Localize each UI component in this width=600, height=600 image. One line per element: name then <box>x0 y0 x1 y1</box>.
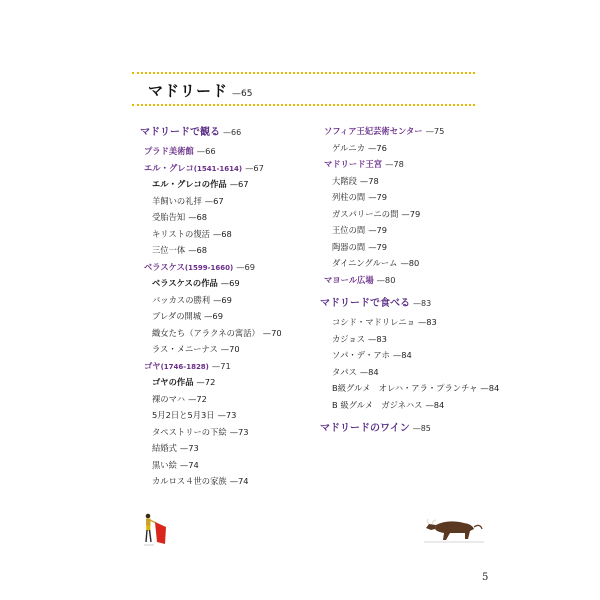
toc-left-column <box>140 123 310 490</box>
toc-entry-title: エル・グレコ <box>144 162 194 173</box>
toc-entry-title: 結婚式 <box>152 443 177 453</box>
toc-subsection-entry <box>140 259 310 276</box>
toc-entry-page: —80 <box>400 258 420 268</box>
toc-entry-title: ダイニングルーム <box>332 258 398 268</box>
toc-entry-years: (1541-1614) <box>193 164 243 173</box>
toc-section-heading <box>140 123 310 143</box>
toc-section-heading <box>320 419 490 439</box>
toc-item-entry <box>140 275 310 292</box>
bottom-dotted-rule <box>132 104 475 106</box>
bull-icon <box>424 515 486 545</box>
toc-item-entry <box>140 457 310 474</box>
toc-subsection-entry <box>140 358 310 375</box>
toc-entry-title: ブレダの開城 <box>152 311 202 321</box>
toc-entry-page: —83 <box>417 317 437 327</box>
page-number: 5 <box>482 572 489 583</box>
toc-entry-title: マヨール広場 <box>324 274 374 285</box>
toc-entry-title: 裸のマハ <box>152 393 186 404</box>
toc-entry-page: —67 <box>204 195 224 206</box>
toc-item-entry <box>140 242 310 259</box>
toc-entry-title: ガスパリーニの間 <box>332 208 399 219</box>
toc-entry-page: —84 <box>392 350 412 360</box>
toc-entry-page: —79 <box>401 208 421 219</box>
toc-entry-title: 大階段 <box>332 175 357 186</box>
toc-entry-page: —80 <box>376 274 396 285</box>
toc-entry-years: (1746-1828) <box>160 362 209 371</box>
toc-entry-title: 黒い絵 <box>152 459 177 470</box>
toc-subsection-entry <box>320 156 490 173</box>
toc-item-entry <box>140 407 310 424</box>
toc-entry-title: キリストの復活 <box>152 228 210 239</box>
toc-entry-page: —70 <box>262 327 282 338</box>
toc-entry-title: カルロス４世の家族 <box>152 476 227 486</box>
toc-entry-years: (1599-1660) <box>184 263 234 272</box>
toc-item-entry <box>140 440 310 457</box>
toc-item-entry <box>140 391 310 408</box>
toc-entry-page: —84 <box>359 366 379 377</box>
toc-item-entry <box>320 380 500 397</box>
toc-entry-page: —79 <box>368 241 388 252</box>
toc-entry-title: ベラスケス <box>144 261 185 272</box>
toc-entry-page: —69 <box>213 294 232 305</box>
toc-subsection-entry <box>140 143 310 160</box>
toc-entry-page: —73 <box>217 410 237 420</box>
toc-item-entry <box>140 226 310 243</box>
toc-entry-title: 織女たち（アラクネの寓話） <box>152 327 260 338</box>
toc-entry-page: —83 <box>413 299 432 308</box>
toc-entry-page: —79 <box>368 225 388 235</box>
toc-item-entry <box>320 222 490 239</box>
toc-entry-page: —67 <box>229 179 249 189</box>
toc-entry-title: バッカスの勝利 <box>152 294 211 305</box>
toc-entry-page: —74 <box>229 476 249 486</box>
chapter-page-ref: —65 <box>232 89 253 99</box>
toc-right-column <box>320 123 500 439</box>
toc-entry-title: 三位一体 <box>152 245 186 255</box>
toc-entry-page: —69 <box>236 261 256 272</box>
toc-entry-title: B 級グルメ ガジネハス <box>332 399 423 410</box>
toc-item-entry <box>140 424 310 441</box>
toc-entry-page: —78 <box>385 159 404 169</box>
toc-entry-page: —84 <box>425 399 445 410</box>
toc-entry-page: —73 <box>179 443 199 453</box>
toc-item-entry <box>320 255 490 272</box>
toc-entry-title: ソフィア王妃芸術センター <box>324 126 423 136</box>
toc-entry-page: —73 <box>229 426 249 437</box>
toc-entry-title: 羊飼いの礼拝 <box>152 195 202 206</box>
toc-entry-page: —66 <box>223 128 242 137</box>
matador-icon <box>136 512 172 548</box>
toc-item-entry <box>320 173 490 190</box>
toc-item-entry <box>140 308 310 325</box>
toc-entry-page: —68 <box>212 228 232 239</box>
toc-entry-page: —78 <box>359 175 379 186</box>
toc-entry-title: マドリード王宮 <box>324 159 383 169</box>
toc-section-heading <box>320 294 490 314</box>
toc-entry-title: 受胎告知 <box>152 212 186 222</box>
chapter-heading <box>148 80 252 101</box>
toc-entry-title: B級グルメ オレハ・アラ・プランチャ <box>332 383 478 393</box>
toc-entry-page: —69 <box>204 311 223 321</box>
toc-entry-page: —84 <box>480 383 500 393</box>
toc-item-entry <box>320 314 490 331</box>
toc-entry-title: ソパ・デ・アホ <box>332 350 390 360</box>
toc-item-entry <box>140 209 310 226</box>
toc-item-entry <box>320 140 490 157</box>
toc-entry-page: —74 <box>179 459 199 470</box>
toc-entry-page: —72 <box>188 393 207 404</box>
toc-item-entry <box>320 189 490 206</box>
top-dotted-rule <box>132 72 475 74</box>
toc-entry-page: —68 <box>188 212 208 222</box>
toc-item-entry <box>320 331 490 348</box>
toc-entry-page: —79 <box>368 192 388 202</box>
toc-subsection-entry <box>320 272 490 289</box>
toc-entry-title: エル・グレコの作品 <box>152 179 227 189</box>
toc-subsection-entry <box>320 123 490 140</box>
toc-entry-title: タペストリーの下絵 <box>152 426 227 437</box>
toc-entry-title: 5月2日と5月3日 <box>152 410 215 420</box>
toc-entry-title: 陶器の間 <box>332 241 366 252</box>
toc-item-entry <box>140 325 310 342</box>
toc-entry-page: —71 <box>211 360 231 371</box>
toc-entry-title: タパス <box>332 366 357 377</box>
toc-entry-page: —67 <box>245 162 264 173</box>
toc-entry-page: —85 <box>412 424 431 433</box>
toc-entry-title: マドリードのワイン <box>320 423 410 434</box>
toc-item-entry <box>320 397 490 414</box>
toc-entry-title: ゴヤ <box>144 360 161 371</box>
toc-item-entry <box>140 176 310 193</box>
toc-entry-page: —66 <box>196 146 216 156</box>
toc-item-entry <box>140 193 310 210</box>
toc-item-entry <box>320 206 490 223</box>
toc-item-entry <box>320 239 490 256</box>
toc-entry-title: マドリードで食べる <box>320 298 410 309</box>
toc-item-entry <box>320 347 490 364</box>
toc-item-entry <box>140 341 310 358</box>
toc-entry-title: マドリードで観る <box>140 127 220 138</box>
toc-entry-page: —76 <box>368 142 387 153</box>
toc-entry-title: プラド美術館 <box>144 146 194 156</box>
toc-entry-page: —68 <box>188 245 208 255</box>
toc-entry-title: コシド・マドリレニョ <box>332 317 415 327</box>
toc-entry-title: カジョス <box>332 333 366 344</box>
toc-entry-title: ゲルニカ <box>332 142 366 153</box>
toc-entry-title: ゴヤの作品 <box>152 377 194 387</box>
toc-subsection-entry <box>140 160 310 177</box>
toc-item-entry <box>140 473 310 490</box>
toc-entry-title: 王位の間 <box>332 225 366 235</box>
toc-item-entry <box>320 364 490 381</box>
toc-entry-page: —75 <box>425 126 445 136</box>
toc-entry-title: 列柱の間 <box>332 192 366 202</box>
toc-entry-title: ベラスケスの作品 <box>152 278 218 288</box>
toc-item-entry <box>140 374 310 391</box>
chapter-title: マドリード <box>148 82 229 100</box>
toc-entry-page: —70 <box>220 344 240 354</box>
toc-entry-page: —72 <box>196 377 216 387</box>
toc-item-entry <box>140 292 310 309</box>
toc-entry-page: —83 <box>368 333 387 344</box>
toc-entry-page: —69 <box>220 278 240 288</box>
toc-entry-title: ラス・メニーナス <box>152 344 218 354</box>
